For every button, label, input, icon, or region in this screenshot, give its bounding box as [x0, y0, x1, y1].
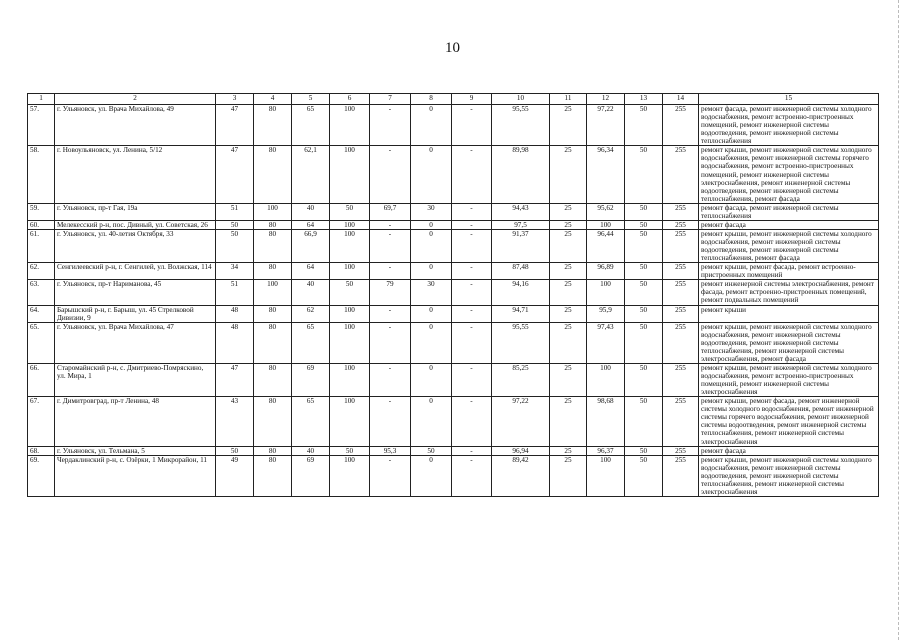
- value-cell: 69: [292, 363, 330, 396]
- value-cell: -: [370, 263, 411, 280]
- value-cell: 25: [550, 322, 587, 363]
- value-cell: 97,5: [492, 220, 550, 229]
- value-cell: 47: [216, 363, 254, 396]
- value-cell: 255: [663, 397, 699, 446]
- address-cell: г. Новоульяновск, ул. Ленина, 5/12: [55, 146, 216, 203]
- address-cell: Чердаклинский р-н, с. Озёрки, 1 Микрорайон, 11: [55, 455, 216, 496]
- address-cell: г. Ульяновск, ул. Врача Михайлова, 47: [55, 322, 216, 363]
- works-cell: ремонт крыши, ремонт фасада, ремонт встроенно-пристроенных помещений: [699, 263, 879, 280]
- value-cell: 25: [550, 146, 587, 203]
- value-cell: 40: [292, 203, 330, 220]
- value-cell: 30: [411, 280, 452, 305]
- row-number: 67.: [28, 397, 55, 446]
- value-cell: -: [452, 220, 492, 229]
- value-cell: 100: [587, 363, 625, 396]
- value-cell: -: [370, 105, 411, 146]
- table-row: [28, 322, 879, 363]
- value-cell: 50: [330, 280, 370, 305]
- value-cell: 100: [330, 397, 370, 446]
- value-cell: 65: [292, 322, 330, 363]
- value-cell: 25: [550, 220, 587, 229]
- row-number: 57.: [28, 105, 55, 146]
- value-cell: 255: [663, 322, 699, 363]
- value-cell: 96,37: [587, 446, 625, 455]
- value-cell: 100: [254, 280, 292, 305]
- works-cell: ремонт крыши, ремонт инженерной системы холодного водоснабжения, ремонт инженерной системы водоотведения, ремонт инженерной системы теплоснабжения, ремонт фасада: [699, 229, 879, 262]
- works-cell: ремонт инженерной системы электроснабжения, ремонт фасада, ремонт встроенно-пристроенных помещений, ремонт подвальных помещений: [699, 280, 879, 305]
- column-number: 11: [550, 94, 587, 105]
- value-cell: 0: [411, 397, 452, 446]
- row-number: 61.: [28, 229, 55, 262]
- value-cell: 85,25: [492, 363, 550, 396]
- value-cell: -: [452, 446, 492, 455]
- value-cell: -: [452, 229, 492, 262]
- value-cell: 255: [663, 363, 699, 396]
- address-cell: Сенгилеевский р-н, г. Сенгилей, ул. Волжская, 114: [55, 263, 216, 280]
- column-number: 1: [28, 94, 55, 105]
- value-cell: 80: [254, 455, 292, 496]
- value-cell: 50: [625, 305, 663, 322]
- value-cell: 94,16: [492, 280, 550, 305]
- value-cell: 89,42: [492, 455, 550, 496]
- works-cell: ремонт фасада: [699, 446, 879, 455]
- table-body: [28, 94, 879, 497]
- table-row: [28, 305, 879, 322]
- value-cell: 80: [254, 446, 292, 455]
- value-cell: 100: [587, 220, 625, 229]
- value-cell: -: [452, 146, 492, 203]
- data-table: [27, 93, 879, 497]
- value-cell: 50: [330, 446, 370, 455]
- value-cell: 50: [625, 220, 663, 229]
- table-row: [28, 363, 879, 396]
- value-cell: 255: [663, 229, 699, 262]
- value-cell: 0: [411, 105, 452, 146]
- page-edge-line: [897, 0, 899, 640]
- value-cell: 255: [663, 280, 699, 305]
- address-cell: г. Ульяновск, ул. 40-летия Октября, 33: [55, 229, 216, 262]
- value-cell: 0: [411, 146, 452, 203]
- value-cell: 25: [550, 229, 587, 262]
- value-cell: 97,43: [587, 322, 625, 363]
- works-cell: ремонт крыши, ремонт фасада, ремонт инженерной системы холодного водоснабжения, ремонт инженерной системы горячего водоснабжения, ремонт инженерной системы водоотведения, ремонт инженерной системы теплоснабжения, ремонт инженерной системы электроснабжения: [699, 397, 879, 446]
- value-cell: 47: [216, 105, 254, 146]
- value-cell: 255: [663, 146, 699, 203]
- value-cell: 87,48: [492, 263, 550, 280]
- value-cell: 50: [216, 446, 254, 455]
- column-number: 8: [411, 94, 452, 105]
- value-cell: 25: [550, 203, 587, 220]
- value-cell: 0: [411, 305, 452, 322]
- value-cell: 96,44: [587, 229, 625, 262]
- value-cell: 25: [550, 305, 587, 322]
- value-cell: 100: [330, 363, 370, 396]
- column-number: 10: [492, 94, 550, 105]
- value-cell: 100: [330, 263, 370, 280]
- value-cell: 48: [216, 322, 254, 363]
- value-cell: 255: [663, 220, 699, 229]
- value-cell: 95,55: [492, 105, 550, 146]
- value-cell: 69: [292, 455, 330, 496]
- value-cell: 255: [663, 105, 699, 146]
- value-cell: 0: [411, 322, 452, 363]
- value-cell: 255: [663, 446, 699, 455]
- value-cell: 95,62: [587, 203, 625, 220]
- row-number: 62.: [28, 263, 55, 280]
- value-cell: -: [452, 203, 492, 220]
- value-cell: 80: [254, 220, 292, 229]
- table-row: [28, 105, 879, 146]
- value-cell: 50: [625, 397, 663, 446]
- value-cell: 62,1: [292, 146, 330, 203]
- value-cell: 0: [411, 455, 452, 496]
- value-cell: 96,34: [587, 146, 625, 203]
- value-cell: 64: [292, 220, 330, 229]
- value-cell: 65: [292, 397, 330, 446]
- value-cell: 97,22: [587, 105, 625, 146]
- value-cell: 89,98: [492, 146, 550, 203]
- value-cell: 255: [663, 455, 699, 496]
- value-cell: 50: [216, 220, 254, 229]
- value-cell: 95,55: [492, 322, 550, 363]
- value-cell: 80: [254, 363, 292, 396]
- row-number: 59.: [28, 203, 55, 220]
- column-number: 15: [699, 94, 879, 105]
- works-cell: ремонт крыши, ремонт инженерной системы холодного водоснабжения, ремонт встроенно-пристроенных помещений, ремонт инженерной системы электроснабжения: [699, 363, 879, 396]
- value-cell: -: [370, 397, 411, 446]
- works-cell: ремонт крыши, ремонт инженерной системы холодного водоснабжения, ремонт инженерной системы водоотведения, ремонт инженерной системы теплоснабжения, ремонт инженерной системы электроснабжения: [699, 455, 879, 496]
- value-cell: 50: [625, 280, 663, 305]
- table-row: [28, 397, 879, 446]
- works-cell: ремонт крыши, ремонт инженерной системы холодного водоснабжения, ремонт инженерной системы водоотведения, ремонт инженерной системы теплоснабжения, ремонт инженерной системы электроснабжения, ремонт фасада: [699, 322, 879, 363]
- column-number: 7: [370, 94, 411, 105]
- value-cell: 25: [550, 363, 587, 396]
- value-cell: 100: [587, 280, 625, 305]
- value-cell: -: [370, 220, 411, 229]
- value-cell: 100: [330, 105, 370, 146]
- value-cell: -: [452, 280, 492, 305]
- value-cell: 51: [216, 280, 254, 305]
- column-number: 6: [330, 94, 370, 105]
- row-number: 65.: [28, 322, 55, 363]
- address-cell: г. Ульяновск, пр-т Нариманова, 45: [55, 280, 216, 305]
- value-cell: 25: [550, 455, 587, 496]
- value-cell: 50: [625, 363, 663, 396]
- row-number: 68.: [28, 446, 55, 455]
- value-cell: 255: [663, 305, 699, 322]
- value-cell: 100: [330, 455, 370, 496]
- value-cell: 100: [330, 229, 370, 262]
- value-cell: 80: [254, 229, 292, 262]
- value-cell: 0: [411, 363, 452, 396]
- value-cell: 50: [411, 446, 452, 455]
- address-cell: г. Ульяновск, ул. Тельмана, 5: [55, 446, 216, 455]
- value-cell: -: [370, 363, 411, 396]
- value-cell: 50: [625, 229, 663, 262]
- column-number: 5: [292, 94, 330, 105]
- address-cell: г. Ульяновск, ул. Врача Михайлова, 49: [55, 105, 216, 146]
- column-number: 9: [452, 94, 492, 105]
- column-number: 13: [625, 94, 663, 105]
- value-cell: 50: [625, 146, 663, 203]
- works-cell: ремонт фасада: [699, 220, 879, 229]
- value-cell: 80: [254, 263, 292, 280]
- value-cell: 96,89: [587, 263, 625, 280]
- value-cell: 95,3: [370, 446, 411, 455]
- value-cell: 100: [330, 146, 370, 203]
- value-cell: 0: [411, 229, 452, 262]
- works-cell: ремонт крыши, ремонт инженерной системы холодного водоснабжения, ремонт инженерной системы горячего водоснабжения, ремонт встроенно-пристроенных помещений, ремонт инженерной системы электроснабжения, ремонт инженерной системы водоотведения, ремонт инженерной системы теплоснабжения, ремонт фасада: [699, 146, 879, 203]
- value-cell: -: [452, 397, 492, 446]
- value-cell: 50: [330, 203, 370, 220]
- value-cell: 50: [625, 322, 663, 363]
- value-cell: 100: [330, 220, 370, 229]
- value-cell: -: [452, 305, 492, 322]
- value-cell: -: [452, 455, 492, 496]
- table-row: [28, 280, 879, 305]
- value-cell: 25: [550, 397, 587, 446]
- value-cell: 80: [254, 146, 292, 203]
- value-cell: 62: [292, 305, 330, 322]
- row-number: 58.: [28, 146, 55, 203]
- value-cell: 255: [663, 203, 699, 220]
- value-cell: 69,7: [370, 203, 411, 220]
- value-cell: 50: [625, 105, 663, 146]
- value-cell: -: [452, 263, 492, 280]
- value-cell: 0: [411, 220, 452, 229]
- row-number: 63.: [28, 280, 55, 305]
- value-cell: 65: [292, 105, 330, 146]
- value-cell: 96,94: [492, 446, 550, 455]
- value-cell: 25: [550, 105, 587, 146]
- value-cell: 64: [292, 263, 330, 280]
- value-cell: -: [370, 305, 411, 322]
- value-cell: -: [370, 146, 411, 203]
- value-cell: 94,71: [492, 305, 550, 322]
- value-cell: 80: [254, 305, 292, 322]
- table-row: [28, 220, 879, 229]
- value-cell: -: [370, 229, 411, 262]
- table-row: [28, 446, 879, 455]
- value-cell: 40: [292, 446, 330, 455]
- value-cell: 91,37: [492, 229, 550, 262]
- column-number: 4: [254, 94, 292, 105]
- value-cell: 255: [663, 263, 699, 280]
- column-number: 14: [663, 94, 699, 105]
- value-cell: 0: [411, 263, 452, 280]
- value-cell: 48: [216, 305, 254, 322]
- address-cell: г. Ульяновск, пр-т Гая, 19а: [55, 203, 216, 220]
- value-cell: 30: [411, 203, 452, 220]
- address-cell: Старомайнский р-н, с. Дмитриево-Помряскино, ул. Мира, 1: [55, 363, 216, 396]
- value-cell: 80: [254, 105, 292, 146]
- value-cell: 50: [216, 229, 254, 262]
- value-cell: -: [452, 322, 492, 363]
- value-cell: 25: [550, 446, 587, 455]
- value-cell: 79: [370, 280, 411, 305]
- address-cell: г. Димитровград, пр-т Ленина, 48: [55, 397, 216, 446]
- value-cell: 66,9: [292, 229, 330, 262]
- row-number: 60.: [28, 220, 55, 229]
- value-cell: 80: [254, 397, 292, 446]
- value-cell: 94,43: [492, 203, 550, 220]
- value-cell: 95,9: [587, 305, 625, 322]
- column-number: 3: [216, 94, 254, 105]
- works-cell: ремонт фасада, ремонт инженерной системы холодного водоснабжения, ремонт встроенно-пристроенных помещений, ремонт инженерной системы водоотведения, ремонт инженерной системы теплоснабжения: [699, 105, 879, 146]
- value-cell: -: [370, 322, 411, 363]
- value-cell: 34: [216, 263, 254, 280]
- row-number: 64.: [28, 305, 55, 322]
- value-cell: 50: [625, 203, 663, 220]
- table-row: [28, 263, 879, 280]
- value-cell: 40: [292, 280, 330, 305]
- value-cell: 100: [330, 322, 370, 363]
- value-cell: 100: [330, 305, 370, 322]
- value-cell: -: [452, 105, 492, 146]
- value-cell: 25: [550, 263, 587, 280]
- row-number: 69.: [28, 455, 55, 496]
- works-cell: ремонт фасада, ремонт инженерной системы теплоснабжения: [699, 203, 879, 220]
- value-cell: 47: [216, 146, 254, 203]
- value-cell: 100: [587, 455, 625, 496]
- value-cell: 25: [550, 280, 587, 305]
- works-cell: ремонт крыши: [699, 305, 879, 322]
- value-cell: 43: [216, 397, 254, 446]
- value-cell: 51: [216, 203, 254, 220]
- value-cell: 49: [216, 455, 254, 496]
- value-cell: 100: [254, 203, 292, 220]
- value-cell: 50: [625, 263, 663, 280]
- column-number: 2: [55, 94, 216, 105]
- value-cell: 97,22: [492, 397, 550, 446]
- table-row: [28, 455, 879, 496]
- value-cell: 50: [625, 455, 663, 496]
- value-cell: 80: [254, 322, 292, 363]
- value-cell: -: [452, 363, 492, 396]
- value-cell: 98,68: [587, 397, 625, 446]
- row-number: 66.: [28, 363, 55, 396]
- column-number: 12: [587, 94, 625, 105]
- value-cell: -: [370, 455, 411, 496]
- address-cell: Мелекесский р-н, пос. Дивный, ул. Советская, 26: [55, 220, 216, 229]
- page-number: 10: [445, 40, 460, 56]
- table-row: [28, 229, 879, 262]
- table-header-row: [28, 94, 879, 105]
- table-row: [28, 203, 879, 220]
- value-cell: 50: [625, 446, 663, 455]
- table-row: [28, 146, 879, 203]
- address-cell: Барышский р-н, г. Барыш, ул. 45 Стрелковой Дивизии, 9: [55, 305, 216, 322]
